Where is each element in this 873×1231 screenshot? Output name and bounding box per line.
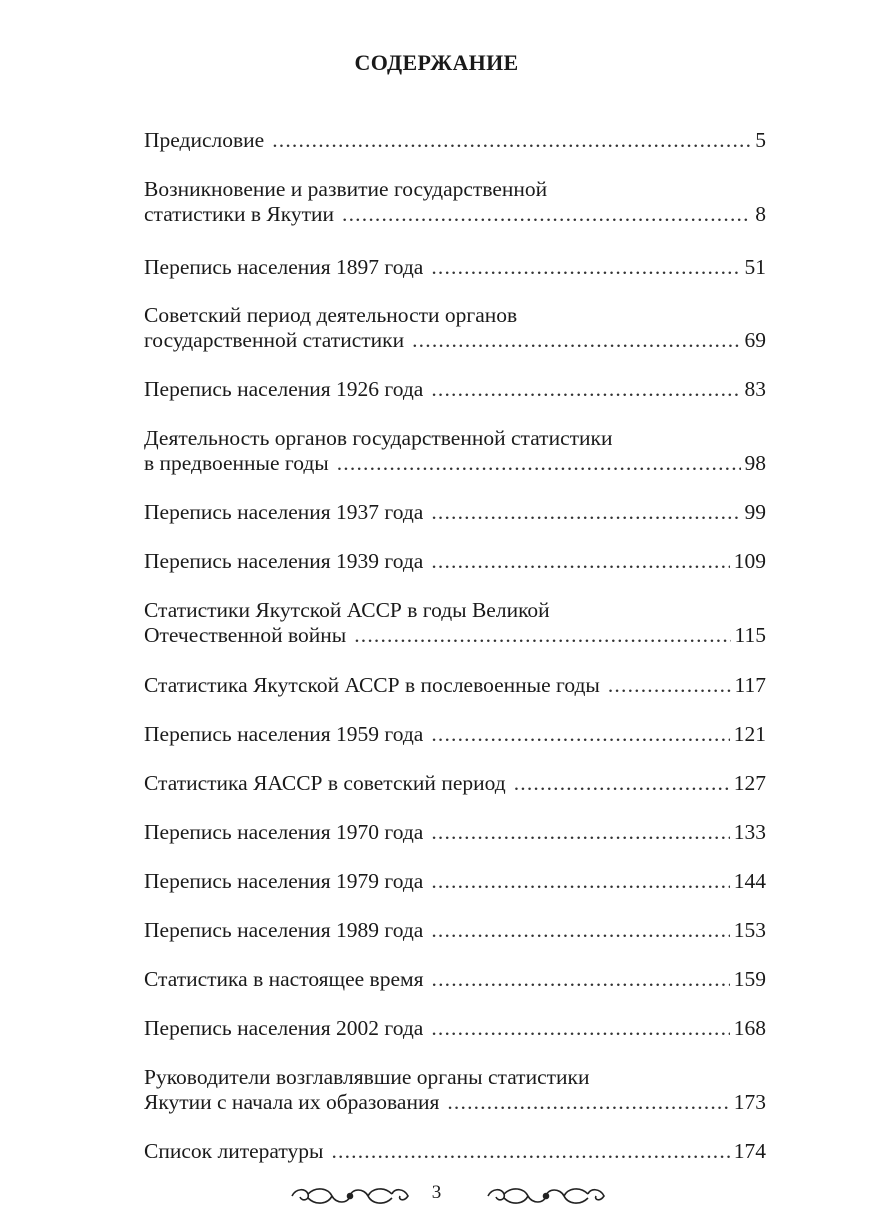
toc-entry-line <box>144 202 766 227</box>
toc-entry-title: Перепись населения 1959 года <box>144 722 424 746</box>
toc-entry <box>144 255 766 280</box>
toc-entry-line <box>144 673 766 698</box>
toc-entry-line <box>144 869 766 894</box>
toc-entry <box>144 303 766 353</box>
toc-entry-title: государственной статистики <box>144 328 405 352</box>
toc-entry <box>144 673 766 698</box>
dot-leader <box>431 918 729 943</box>
toc-entry <box>144 598 766 648</box>
toc-entry-title: Статистика ЯАССР в советский период <box>144 771 506 795</box>
toc-entry-title: Статистика Якутской АССР в послевоенные годы <box>144 673 600 697</box>
toc-entry-line <box>144 1016 766 1041</box>
dot-leader <box>431 377 740 402</box>
toc-page-number: 121 <box>733 722 766 746</box>
dot-leader <box>431 1016 729 1041</box>
toc-entry <box>144 1016 766 1041</box>
toc-entry-title: Предисловие <box>144 128 265 152</box>
page-footer <box>0 1180 873 1220</box>
toc-entry-title: Перепись населения 1926 года <box>144 377 424 401</box>
toc-entry-title: Отечественной войны <box>144 623 347 647</box>
dot-leader <box>431 722 729 747</box>
toc-entry-title-line: Деятельность органов государственной статистики <box>144 426 613 450</box>
toc-entry-line <box>144 1090 766 1115</box>
toc-entry-title: Перепись населения 1989 года <box>144 918 424 942</box>
toc-entry-title: статистики в Якутии <box>144 202 335 226</box>
toc-entry <box>144 177 766 227</box>
dot-leader <box>608 673 731 698</box>
toc-entry-title: Перепись населения 1939 года <box>144 549 424 573</box>
dot-leader <box>431 820 729 845</box>
toc-entry-line <box>144 820 766 845</box>
toc-entry-title-line: Руководители возглавлявшие органы статистики <box>144 1065 590 1089</box>
toc-page-number: 117 <box>734 673 766 697</box>
toc-entry-title-line: Статистики Якутской АССР в годы Великой <box>144 598 550 622</box>
dot-leader <box>412 328 740 353</box>
dot-leader <box>272 128 751 153</box>
toc-entry-title: Перепись населения 1937 года <box>144 500 424 524</box>
toc-page-number: 115 <box>734 623 766 647</box>
dot-leader <box>514 771 730 796</box>
toc-entry-line <box>144 623 766 648</box>
page-title: СОДЕРЖАНИЕ <box>354 50 519 75</box>
toc-entry-title-line: Возникновение и развитие государственной <box>144 177 548 201</box>
dot-leader <box>331 1139 729 1164</box>
toc-page-number: 99 <box>744 500 766 524</box>
dot-leader <box>431 500 740 525</box>
dot-leader <box>432 967 730 992</box>
toc-page-number: 168 <box>733 1016 766 1040</box>
toc-page-number: 8 <box>755 202 766 226</box>
toc-entry-line <box>144 918 766 943</box>
toc-entry <box>144 918 766 943</box>
toc-page-number: 51 <box>744 255 766 279</box>
toc-entry <box>144 1065 766 1115</box>
toc-entry <box>144 771 766 796</box>
toc-entry-line <box>144 328 766 353</box>
toc-page-number: 83 <box>744 377 766 401</box>
toc-page-number: 153 <box>733 918 766 942</box>
dot-leader <box>354 623 730 648</box>
toc-entry-title: Перепись населения 1970 года <box>144 820 424 844</box>
toc-entry <box>144 1139 766 1164</box>
toc-entry <box>144 426 766 476</box>
dot-leader <box>431 549 729 574</box>
toc-page-number: 5 <box>755 128 766 152</box>
toc-entry <box>144 128 766 153</box>
toc-entry <box>144 967 766 992</box>
toc-entry <box>144 869 766 894</box>
toc-entry-line <box>144 128 766 153</box>
toc-entry-line <box>144 255 766 280</box>
dot-leader <box>342 202 751 227</box>
toc-page-number: 109 <box>733 549 766 573</box>
dot-leader <box>431 255 740 280</box>
toc-page-number: 159 <box>733 967 766 991</box>
toc-entry-title: в предвоенные годы <box>144 451 329 475</box>
toc-entry-line <box>144 1139 766 1164</box>
toc-entry-title-line: Советский период деятельности органов <box>144 303 518 327</box>
toc-entry-title: Список литературы <box>144 1139 324 1163</box>
toc-entry-line <box>144 377 766 402</box>
toc-entry-title: Перепись населения 2002 года <box>144 1016 424 1040</box>
toc-page-number: 174 <box>733 1139 766 1163</box>
toc-entry <box>144 820 766 845</box>
toc-entry <box>144 500 766 525</box>
dot-leader <box>447 1090 729 1115</box>
ornament-icon <box>484 1184 608 1208</box>
toc-page-number: 133 <box>733 820 766 844</box>
dot-leader <box>337 451 741 476</box>
toc-page-number: 144 <box>733 869 766 893</box>
toc-entry-title: Якутии с начала их образования <box>144 1090 440 1114</box>
toc-page-number: 98 <box>744 451 766 475</box>
toc-entry-title: Перепись населения 1897 года <box>144 255 424 279</box>
toc-entry <box>144 377 766 402</box>
toc-entry-line <box>144 500 766 525</box>
toc-entry <box>144 549 766 574</box>
toc-entry-line <box>144 771 766 796</box>
toc-entry-line <box>144 451 766 476</box>
toc-page-number: 173 <box>733 1090 766 1114</box>
toc-entry-title: Перепись населения 1979 года <box>144 869 424 893</box>
toc-entry-line <box>144 549 766 574</box>
toc-entry-title: Статистика в настоящее время <box>144 967 424 991</box>
toc-entry-line <box>144 722 766 747</box>
toc-page-number: 69 <box>744 328 766 352</box>
page-number: 3 <box>431 1182 442 1203</box>
toc-entry-line <box>144 967 766 992</box>
toc-entry <box>144 722 766 747</box>
toc-page-number: 127 <box>733 771 766 795</box>
dot-leader <box>431 869 729 894</box>
